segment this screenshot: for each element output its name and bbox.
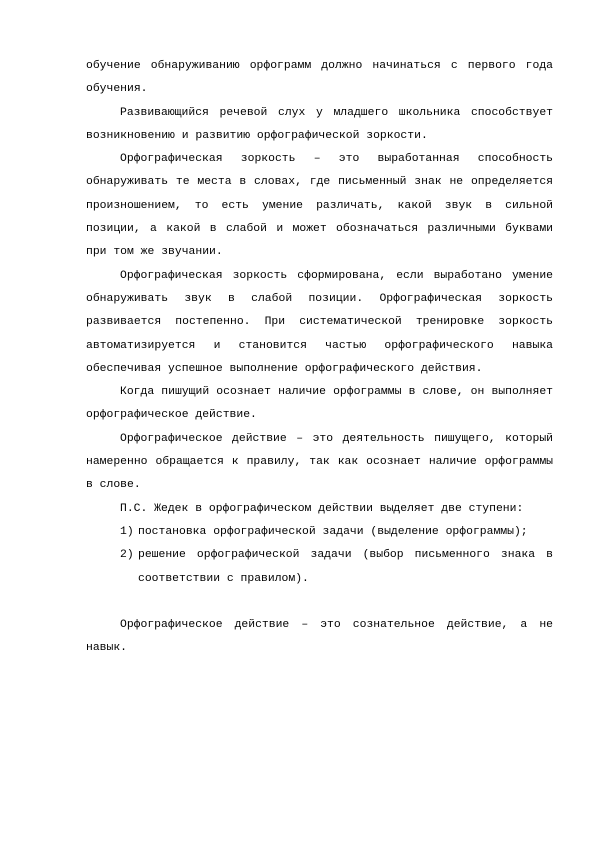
paragraph: обучение обнаруживанию орфограмм должно начинаться с первого года обучения.: [86, 60, 553, 96]
list-item: [120, 521, 553, 544]
numbered-list: [86, 521, 553, 591]
paragraph: Развивающийся речевой слух у младшего школьника способствует возникновению и развитию орфографической зоркости.: [86, 106, 553, 142]
list-item: [120, 544, 553, 591]
paragraph: Орфографическое действие – это сознательное действие, а не навык.: [86, 618, 553, 655]
blank-line: [86, 591, 553, 614]
document-body: [86, 55, 553, 660]
list-item-number: 2): [120, 549, 134, 562]
list-item-number: 1): [120, 525, 134, 538]
paragraph: Когда пишущий осознает наличие орфограммы в слове, он выполняет орфографическое действие.: [86, 386, 553, 422]
list-item-text: решение орфографической задачи (выбор письменного знака в соответствии с правилом).: [138, 549, 553, 585]
paragraph: П.С. Жедек в орфографическом действии выделяет две ступени:: [120, 502, 524, 515]
paragraph: Орфографическое действие – это деятельность пишущего, который намеренно обращается к правилу, так как осознает наличие орфограммы в слове.: [86, 432, 553, 492]
list-item-text: постановка орфографической задачи (выделение орфограммы);: [138, 525, 528, 538]
paragraph: Орфографическая зоркость сформирована, если выработано умение обнаруживать звук в слабой позиции. Орфографическая зоркость развивается постепенно. При систематической тренировке зоркость автоматизируется и становится частью орфографического навыка обеспечивая успешное выполнение орфографического действия.: [86, 269, 553, 375]
paragraph: Орфографическая зоркость – это выработанная способность обнаруживать те места в словах, где письменный знак не определяется произношением, то есть умение различать, какой звук в сильной позиции, а какой в слабой и может обозначаться различными буквами при том же звучании.: [86, 153, 553, 259]
